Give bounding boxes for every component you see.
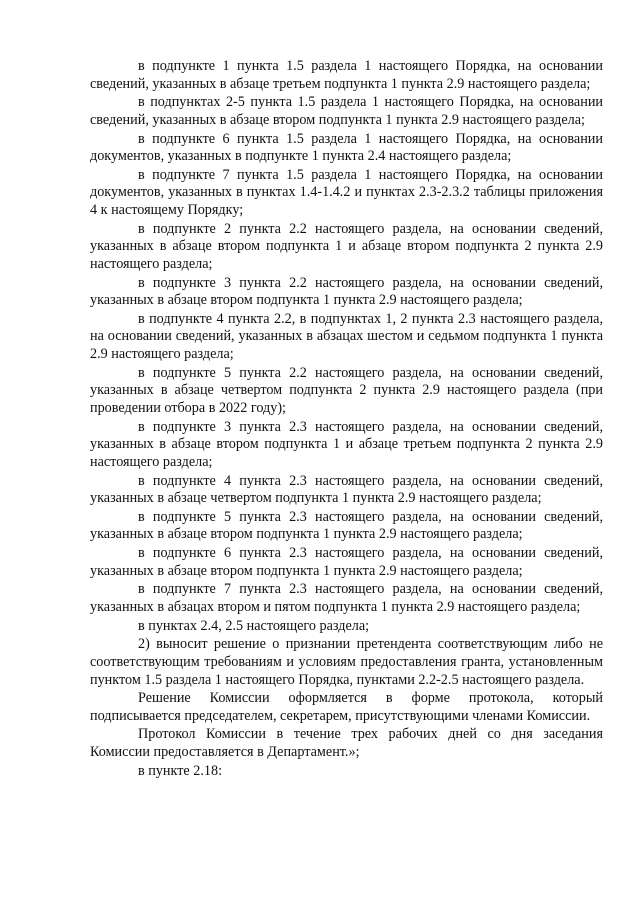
paragraph-15: 2) выносит решение о признании претендента соответствующим либо не соответствующим требованиям и условиям предоставления гранта, установленным пунктом 1.5 раздела 1 настоящего Порядка, пунктами 2.2-2.5 настоящего раздела. <box>90 636 603 688</box>
paragraph-10: в подпункте 4 пункта 2.3 настоящего раздела, на основании сведений, указанных в абзаце четвертом подпункта 1 пункта 2.9 настоящего раздела; <box>90 472 603 507</box>
paragraph-5: в подпункте 2 пункта 2.2 настоящего раздела, на основании сведений, указанных в абзаце втором подпункта 1 и абзаце втором подпункта 2 пункта 2.9 настоящего раздела; <box>90 220 603 272</box>
paragraph-16: Решение Комиссии оформляется в форме протокола, который подписывается председателем, секретарем, присутствующими членами Комиссии. <box>90 690 603 724</box>
paragraph-12: в подпункте 6 пункта 2.3 настоящего раздела, на основании сведений, указанных в абзаце втором подпункта 1 пункта 2.9 настоящего раздела; <box>90 545 603 579</box>
paragraph-7: в подпункте 4 пункта 2.2, в подпунктах 1, 2 пункта 2.3 настоящего раздела, на основании сведений, указанных в абзацах шестом и седьмом подпункта 1 пункта 2.9 настоящего раздела; <box>90 310 603 363</box>
paragraph-11: в подпункте 5 пункта 2.3 настоящего раздела, на основании сведений, указанных в абзаце втором подпункта 1 пункта 2.9 настоящего раздела; <box>90 508 603 543</box>
document-page <box>90 58 603 781</box>
paragraph-18: в пункте 2.18: <box>138 762 223 779</box>
paragraph-14: в пунктах 2.4, 2.5 настоящего раздела; <box>138 617 370 634</box>
paragraph-1: в подпункте 1 пункта 1.5 раздела 1 настоящего Порядка, на основании сведений, указанных в абзаце третьем подпункта 1 пункта 2.9 настоящего раздела; <box>90 58 603 92</box>
paragraph-8: в подпункте 5 пункта 2.2 настоящего раздела, на основании сведений, указанных в абзаце четвертом подпункта 2 пункта 2.9 настоящего раздела (при проведении отбора в 2022 году); <box>90 364 603 416</box>
paragraph-2: в подпунктах 2-5 пункта 1.5 раздела 1 настоящего Порядка, на основании сведений, указанных в абзаце втором подпункта 1 пункта 2.9 настоящего раздела; <box>90 94 603 128</box>
paragraph-9: в подпункте 3 пункта 2.3 настоящего раздела, на основании сведений, указанных в абзаце втором подпункта 1 и абзаце третьем подпункта 2 пункта 2.9 настоящего раздела; <box>90 418 603 470</box>
paragraph-4: в подпункте 7 пункта 1.5 раздела 1 настоящего Порядка, на основании документов, указанных в пунктах 1.4-1.4.2 и пунктах 2.3-2.3.2 таблицы приложения 4 к настоящему Порядку; <box>90 166 603 219</box>
paragraph-17: Протокол Комиссии в течение трех рабочих дней со дня заседания Комиссии предоставляется в Департамент.»; <box>90 726 603 761</box>
paragraph-3: в подпункте 6 пункта 1.5 раздела 1 настоящего Порядка, на основании документов, указанных в подпункте 1 пункта 2.4 настоящего раздела; <box>90 130 603 165</box>
paragraph-6: в подпункте 3 пункта 2.2 настоящего раздела, на основании сведений, указанных в абзаце втором подпункта 1 пункта 2.9 настоящего раздела; <box>90 274 603 309</box>
paragraph-13: в подпункте 7 пункта 2.3 настоящего раздела, на основании сведений, указанных в абзацах втором и пятом подпункта 1 пункта 2.9 настоящего раздела; <box>90 581 603 615</box>
